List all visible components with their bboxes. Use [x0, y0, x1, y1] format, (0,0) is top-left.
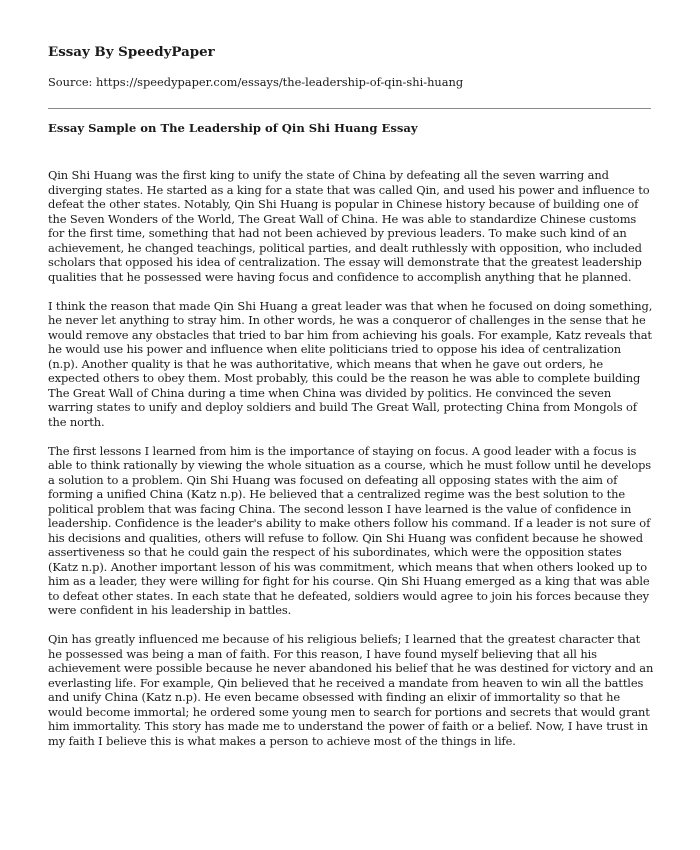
essay-paragraph-4: Qin has greatly influenced me because of his religious beliefs; I learned that the greatest character that he possessed was being a man of faith. For this reason, I have found myself believing that all his achievement were possible because he never abandoned his belief that he was destined for victory and an everlasting life. For example, Qin believed that he received a mandate from heaven to win all the battles and unify China (Katz n.p). He even became obsessed with finding an elixir of immortality so that he would become immortal; he ordered some young men to search for portions and secrets that would grant him immortality. This story has made me to understand the power of faith or a belief. Now, I have trust in my faith I believe this is what makes a person to achieve most of the things in life.	[48, 632, 654, 748]
essay-paragraph-2: I think the reason that made Qin Shi Huang a great leader was that when he focused on doing something, he never let anything to stray him. In other words, he was a conqueror of challenges in the sense that he would remove any obstacles that tried to bar him from achieving his goals. For example, Katz reveals that he would use his power and influence when elite politicians tried to oppose his idea of centralization (n.p). Another quality is that he was authoritative, which means that when he gave out orders, he expected others to obey them. Most probably, this could be the reason he was able to complete building The Great Wall of China during a time when China was divided by politics. He convinced the seven warring states to unify and deploy soldiers and build The Great Wall, protecting China from Mongols of the north.	[48, 298, 653, 429]
essay-paragraph-1: Qin Shi Huang was the first king to unify the state of China by defeating all the seven warring and diverging states. He started as a king for a state that was called Qin, and used his power and influence to defeat the other states. Notably, Qin Shi Huang is popular in Chinese history because of building one of the Seven Wonders of the World, The Great Wall of China. He was able to standardize Chinese customs for the first time, something that had not been achieved by previous leaders. To make such kind of an achievement, he changed teachings, political parties, and dealt ruthlessly with opposition, who included scholars that opposed his idea of centralization. The essay will demonstrate that the greatest leadership qualities that he possessed were having focus and confidence to accomplish anything that he planned.	[48, 168, 650, 284]
essay-title: Essay Sample on The Leadership of Qin Shi Huang Essay	[48, 121, 418, 135]
source-line: Source: https://speedypaper.com/essays/the-leadership-of-qin-shi-huang	[48, 75, 464, 89]
essay-paragraph-3: The first lessons I learned from him is the importance of staying on focus. A good leader with a focus is able to think rationally by viewing the whole situation as a course, which he must follow until he develops a solution to a problem. Qin Shi Huang was focused on defeating all opposing states with the aim of forming a unified China (Katz n.p). He believed that a centralized regime was the best solution to the political problem that was facing China. The second lesson I have learned is the value of confidence in leadership. Confidence is the leader's ability to make others follow his command. If a leader is not sure of his decisions and qualities, others will refuse to follow. Qin Shi Huang was confident because he showed assertiveness so that he could gain the respect of his subordinates, which were the opposition states (Katz n.p). Another important lesson of his was commitment, which means that when others looked up to him as a leader, they were willing for fight for his course. Qin Shi Huang emerged as a king that was able to defeat other states. In each state that he defeated, soldiers would agree to join his forces because they were confident in his leadership in battles.	[48, 443, 652, 617]
header-divider	[48, 108, 651, 109]
essay-body	[48, 168, 654, 763]
document-header-title: Essay By SpeedyPaper	[48, 44, 215, 60]
